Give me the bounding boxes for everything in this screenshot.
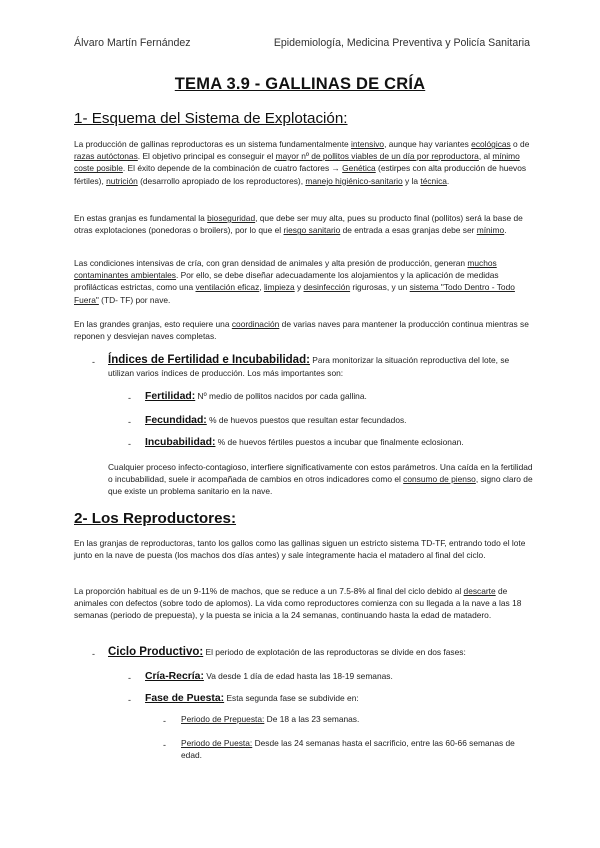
ciclo-label: Ciclo Productivo: [108,646,204,658]
indices-text: Para monitorizar la situación reproductiva del lote, se utilizan varios índices de producción. Los más importantes son: [108,355,510,378]
paragraph-coordinacion: En las grandes granjas, esto requiere una coordinación de varias naves para mantener la producción continua mientras se reponen y desviejan naves completas. [74,319,529,342]
section-1-heading: 1- Esquema del Sistema de Explotación: [74,110,348,127]
paragraph-reproductores: En las granjas de reproductoras, tanto los gallos como las gallinas siguen un estricto sistema TD-TF, entrando todo el lote junto en la nave de puesta (los machos dos días antes) y sale íntegramente hacia el matadero al final del ciclo. [74,538,526,561]
ciclo-item-recria: Cría-Recría: Va desde 1 día de edad hasta las 18-19 semanas. [145,671,393,682]
section-2-heading: 2- Los Reproductores: [74,510,237,527]
page-title: TEMA 3.9 - GALLINAS DE CRÍA [174,75,426,93]
bullet-dash: - [92,649,95,659]
paragraph-intro: La producción de gallinas reproductoras es un sistema fundamentalmente intensivo, aunque hay variantes ecológicas o de razas autóctonas. El objetivo principal es conseguir el mayor nº de pollitos viables de un día por reproductora, al mínimo coste posible. El éxito depende de la combinación de cuatro factores → Genética (estirpes con alta producción de huevos fértiles), nutrición (desarrollo apropiado de los reproductores), manejo higiénico-sanitario y la técnica. [74,139,530,186]
bullet-dash: - [128,417,131,427]
ciclo-item-puesta: Fase de Puesta: Esta segunda fase se subdivide en: [145,693,359,704]
bullet-dash: - [128,439,131,449]
bullet-dash: - [128,393,131,403]
header-subject: Epidemiología, Medicina Preventiva y Policía Sanitaria [273,37,530,49]
bullet-dash: - [128,673,131,683]
bullet-dash: - [128,695,131,705]
ciclo-block [108,646,534,659]
index-item-fertilidad: Fertilidad: Nº medio de pollitos nacidos por cada gallina. [145,391,367,402]
indices-block [108,354,534,380]
subperiod-puesta: Periodo de Puesta: Desde las 24 semanas hasta el sacrificio, entre las 60-66 semanas de edad. [181,738,515,761]
bullet-dash: - [163,716,166,726]
index-item-fecundidad: Fecundidad: % de huevos puestos que resultan estar fecundados. [145,415,407,426]
paragraph-bioseguridad: En estas granjas es fundamental la bioseguridad, que debe ser muy alta, pues su producto final (pollitos) será la base de otras explotaciones (ponedoras o broilers), por lo que el riesgo sanitario de entrada a esas granjas debe ser mínimo. [74,213,523,236]
index-item-incubabilidad: Incubabilidad: % de huevos fértiles puestos a incubar que finalmente eclosionan. [145,437,464,448]
ciclo-text: El periodo de explotación de las reproductoras se divide en dos fases: [203,647,466,657]
bullet-dash: - [163,740,166,750]
subperiod-prepuesta: Periodo de Prepuesta: De 18 a las 23 semanas. [181,714,360,724]
paragraph-condiciones: Las condiciones intensivas de cría, con gran densidad de animales y alta presión de producción, generan muchos contaminantes ambientales. Por ello, se debe diseñar adecuadamente los alojamientos y la aplicación de medidas profilácticas estrictas, como una ventilación eficaz, limpieza y desinfección rigurosas, y un sistema "Todo Dentro - Todo Fuera" (TD- TF) por nave. [74,258,515,305]
paragraph-proporcion: La proporción habitual es de un 9-11% de machos, que se reduce a un 7.5-8% al final del ciclo debido al descarte de animales con defectos (sobre todo de aplomos). La vida como reproductores comienza con su llegada a la nave a las 18 semanas (periodo de prepuesta), y la puesta se inicia a la 24 semanas, continuando hasta la edad de matadero. [74,586,522,621]
header-author: Álvaro Martín Fernández [74,37,191,49]
indices-label: Índices de Fertilidad e Incubabilidad: [108,354,310,366]
bullet-dash: - [92,357,95,367]
indices-note: Cualquier proceso infecto-contagioso, interfiere significativamente con estos parámetros. Una caída en la fertilidad o incubabilidad, suele ir acompañada de cambios en otros indicadores como el consumo de pienso, signo claro de que existe un problema sanitario en la nave. [108,462,533,497]
